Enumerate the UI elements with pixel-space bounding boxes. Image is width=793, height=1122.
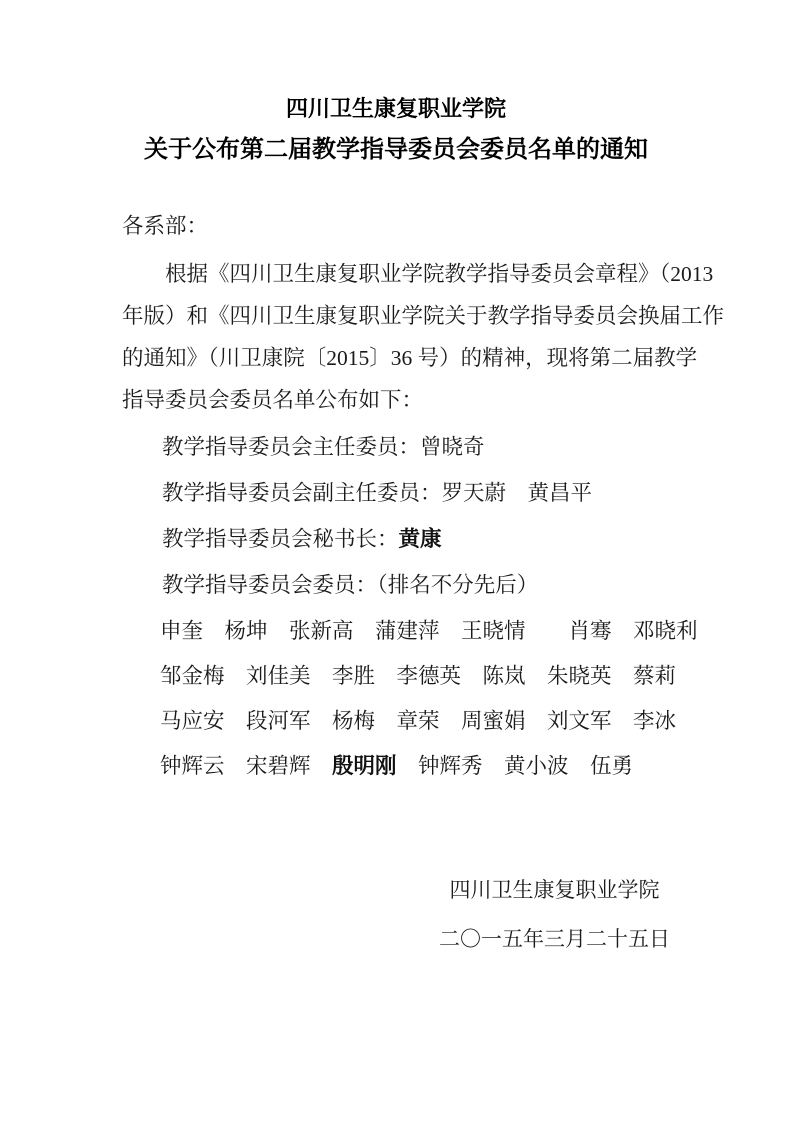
document-content — [122, 0, 725, 953]
signature-date: 二〇一五年三月二十五日 — [439, 927, 670, 951]
appointment-members-heading — [122, 571, 670, 599]
member-row — [122, 617, 698, 645]
appointment-secretary — [122, 525, 670, 553]
appointment-names: （排名不分先后） — [377, 573, 539, 597]
appointment-label: 教学指导委员会委员： — [162, 573, 378, 597]
appointment-vice-chair — [122, 479, 670, 507]
member-names: 马应安 段河军 杨梅 章荣 周蜜娟 刘文军 李冰 — [160, 709, 677, 733]
member-names: 申奎 杨坤 张新高 蒲建萍 王晓情 肖骞 邓晓利 — [160, 619, 698, 643]
member-names: 钟辉秀 黄小波 伍勇 — [396, 754, 634, 778]
appointment-names: 曾晓奇 — [420, 435, 485, 459]
member-names: 邹金梅 刘佳美 李胜 李德英 陈岚 朱晓英 蔡莉 — [160, 664, 677, 688]
intro-paragraph — [122, 253, 725, 421]
appointment-label: 教学指导委员会副主任委员： — [162, 481, 442, 505]
appointment-label: 教学指导委员会秘书长： — [162, 527, 399, 551]
member-row — [122, 707, 677, 735]
member-row — [122, 752, 670, 780]
paragraph-line: 根据《四川卫生康复职业学院教学指导委员会章程》（2013 — [165, 262, 714, 286]
appointment-label: 教学指导委员会主任委员： — [162, 435, 421, 459]
member-names: 钟辉云 宋碧辉 — [160, 754, 333, 778]
appointment-chair — [122, 433, 670, 461]
salutation: 各系部： — [122, 214, 209, 238]
member-names-bold: 殷明刚 — [332, 754, 397, 778]
appointment-names: 罗天蔚 黄昌平 — [441, 481, 593, 505]
document-title-org: 四川卫生康复职业学院 — [285, 96, 506, 121]
paragraph-line: 的通知》（川卫康院〔2015〕36 号）的精神，现将第二届教学 — [122, 346, 698, 370]
paragraph-line: 指导委员会委员名单公布如下： — [122, 388, 424, 412]
appointments-list — [122, 433, 670, 599]
paragraph-line: 年版）和《四川卫生康复职业学院关于教学指导委员会换届工作 — [122, 304, 725, 328]
signature-block — [439, 876, 670, 953]
document-title-subject: 关于公布第二届教学指导委员会委员名单的通知 — [144, 136, 648, 163]
appointment-names-bold: 黄康 — [398, 527, 442, 551]
members-name-list — [122, 617, 698, 780]
signature-organization: 四川卫生康复职业学院 — [449, 878, 660, 902]
member-row — [122, 662, 677, 690]
